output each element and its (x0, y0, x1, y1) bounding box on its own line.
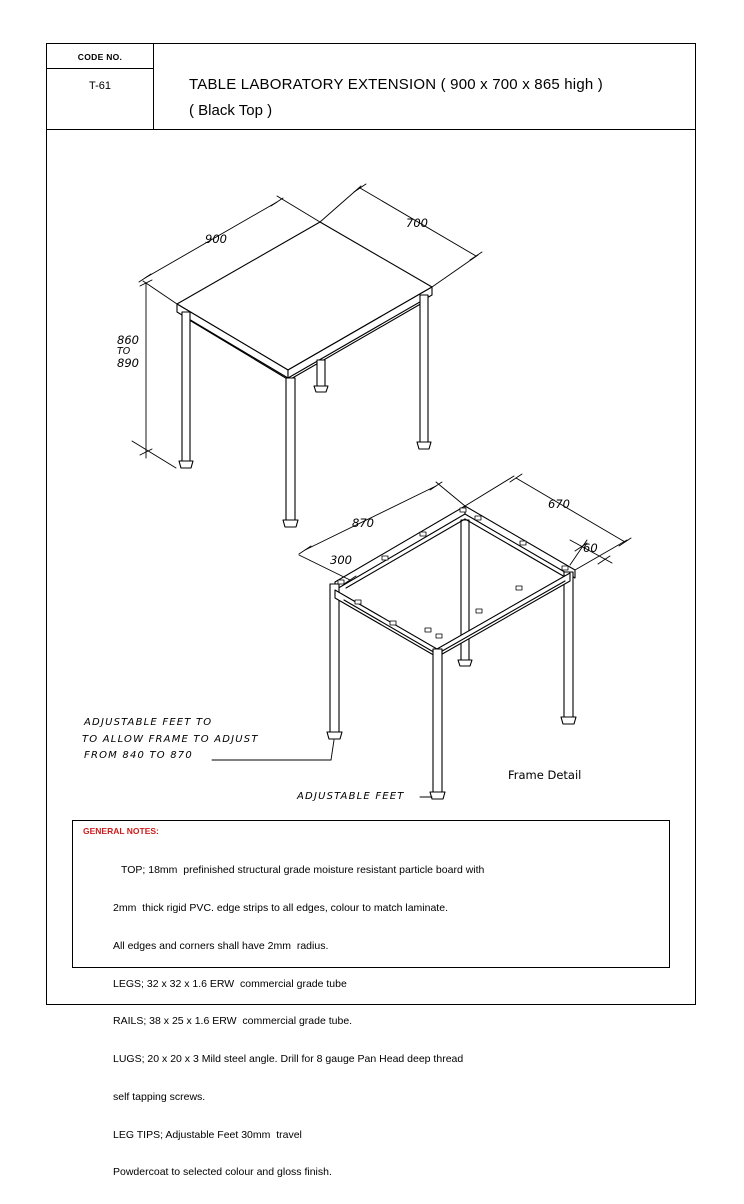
drawing-title: TABLE LABORATORY EXTENSION ( 900 x 700 x 865 high ) (189, 76, 603, 93)
table-width-dim: 900 (205, 232, 227, 246)
frame-leg-right (564, 572, 573, 717)
general-notes-box (72, 820, 670, 1179)
table-height-min: 860 (117, 333, 139, 347)
notes-line: LEG TIPS; Adjustable Feet 30mm travel (113, 1128, 302, 1141)
frame-rail-front-right (437, 573, 570, 657)
code-label: CODE NO. (77, 52, 123, 62)
adjust-note-line2: TO ALLOW FRAME TO ADJUST (82, 734, 259, 745)
notes-line: RAILS; 38 x 25 x 1.6 ERW commercial grade tube. (113, 1015, 353, 1028)
notes-line: All edges and corners shall have 2mm radius. (113, 939, 329, 952)
frame-caption: Frame Detail (508, 768, 582, 782)
frame-width-dim: 870 (352, 516, 374, 530)
adjust-note-line1: ADJUSTABLE FEET TO (84, 717, 213, 728)
table-height-max: 890 (117, 356, 139, 370)
table-leg-front (286, 378, 295, 520)
notes-line: Powdercoat to selected colour and gloss finish. (113, 1166, 332, 1179)
annotation-leaders (212, 740, 432, 797)
frame-small-dim: 60 (583, 541, 598, 555)
notes-line: TOP; 18mm prefinished structural grade moisture resistant particle board with (121, 864, 485, 877)
frame-depth-dim: 670 (548, 497, 570, 511)
notes-line: self tapping screws. (113, 1090, 206, 1103)
notes-line: LEGS; 32 x 32 x 1.6 ERW commercial grade tube (113, 977, 347, 990)
frame-offset-dim: 300 (330, 553, 352, 567)
feet-label: ADJUSTABLE FEET (297, 791, 405, 802)
frame-leg-front (433, 649, 442, 792)
drawing-subtitle: ( Black Top ) (189, 102, 273, 119)
table-leg-right (420, 295, 428, 442)
frame-assembly (327, 506, 576, 799)
notes-title: GENERAL NOTES: (83, 826, 159, 836)
notes-line: LUGS; 20 x 20 x 3 Mild steel angle. Drill for 8 gauge Pan Head deep thread (113, 1053, 464, 1066)
table-height-to: TO (117, 346, 131, 357)
table-depth-dim: 700 (406, 216, 428, 230)
notes-line: 2mm thick rigid PVC. edge strips to all edges, colour to match laminate. (113, 901, 448, 914)
table-leg-back (317, 360, 325, 386)
frame-rail-front-left (335, 590, 437, 657)
notes-body (113, 839, 484, 1204)
table-assembly (177, 222, 432, 527)
frame-leg-left (330, 584, 339, 732)
code-value: T-61 (88, 80, 111, 92)
table-leg-left (182, 312, 190, 461)
adjust-note-line3: FROM 840 TO 870 (84, 750, 193, 761)
